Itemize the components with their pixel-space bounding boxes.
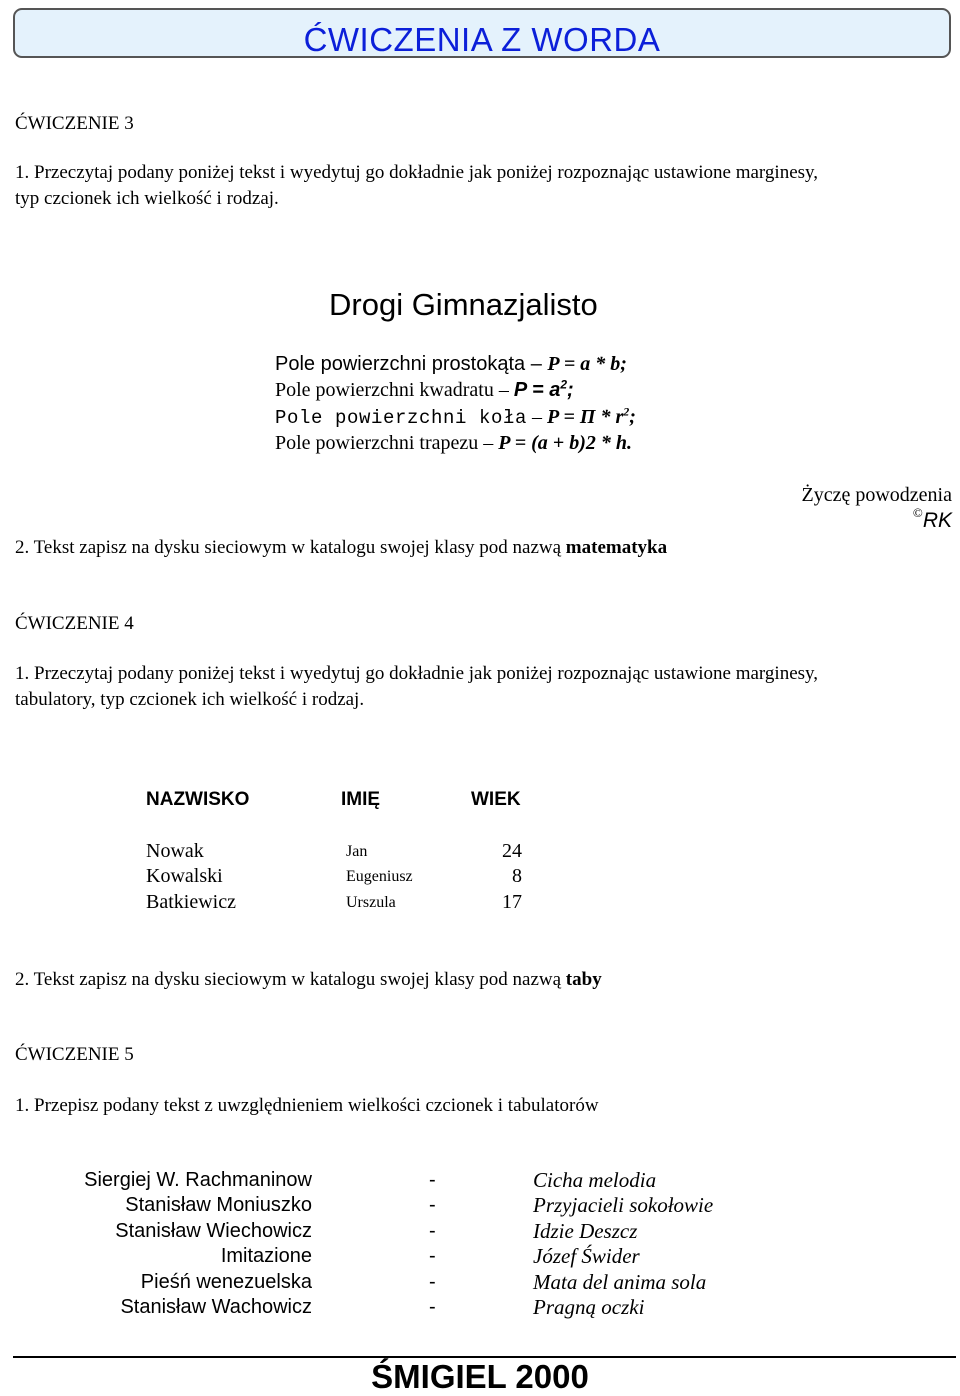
banner-title: ĆWICZENIA Z WORDA [303, 21, 661, 58]
exercise-5-instruction: 1. Przepisz podany tekst z uwzględnieniem wielkości czcionek i tabulatorów [15, 1095, 599, 1116]
save-instruction-text: 2. Tekst zapisz na dysku sieciowym w katalogu swojej klasy pod nazwą [15, 537, 566, 558]
formula-dash: – [478, 432, 499, 454]
formula-base: P = Π * r [547, 406, 624, 428]
exercise-4-instruction-line2: tabulatory, typ czcionek ich wielkość i rodzaj. [15, 689, 365, 710]
footer-title: ŚMIGIEL 2000 [371, 1358, 589, 1395]
formula-exponent: 2 [560, 377, 568, 392]
formula-expression [514, 379, 574, 401]
formula-expression: P = (a + b)2 * h. [498, 432, 632, 454]
table-cell-surname: Nowak [146, 840, 204, 862]
wish-text: Życzę powodzenia [801, 484, 952, 506]
song-dash: - [429, 1245, 436, 1267]
title-banner [13, 8, 951, 58]
exercise-4-heading: ĆWICZENIE 4 [15, 613, 134, 634]
exercise-5-heading: ĆWICZENIE 5 [15, 1044, 134, 1065]
song-title: Cicha melodia [533, 1168, 657, 1192]
song-author: Stanisław Moniuszko [125, 1194, 312, 1216]
save-filename: taby [565, 969, 602, 990]
table-cell-name: Urszula [346, 894, 396, 911]
sample-title: Drogi Gimnazjalisto [329, 287, 598, 322]
formula-dash: – [525, 353, 548, 375]
song-title: Mata del anima sola [533, 1270, 707, 1294]
table-cell-name: Jan [346, 843, 368, 860]
song-dash: - [429, 1271, 436, 1293]
table-cell-name: Eugeniusz [346, 868, 413, 885]
song-dash: - [429, 1296, 436, 1318]
copyright-icon: © [912, 505, 923, 520]
song-author: Imitazione [220, 1245, 312, 1267]
formula-trapezoid [275, 432, 632, 455]
formula-expression: P = a * b; [547, 353, 627, 375]
signature-initials: RK [922, 509, 952, 532]
exercise-3-heading: ĆWICZENIE 3 [15, 113, 134, 134]
formula-label: Pole powierzchni kwadratu [275, 379, 494, 401]
formula-circle [275, 406, 636, 429]
formula-expression [547, 406, 636, 428]
song-author: Stanisław Wiechowicz [115, 1220, 312, 1242]
exercise-3-save-instruction [15, 535, 667, 561]
table-cell-age: 8 [512, 865, 522, 887]
formula-end: ; [629, 406, 636, 428]
exercise-4-save-instruction [15, 967, 602, 993]
song-dash: - [429, 1194, 436, 1216]
table-cell-age: 17 [502, 891, 522, 913]
song-author: Pieśń wenezuelska [140, 1271, 312, 1293]
table-cell-surname: Kowalski [146, 865, 223, 887]
formula-end: ; [567, 379, 574, 401]
formula-label: Pole powierzchni trapezu [275, 432, 479, 454]
formula-dash: – [493, 379, 514, 401]
formula-square [275, 379, 574, 402]
exercise-3-instruction-line2: typ czcionek ich wielkość i rodzaj. [15, 188, 279, 209]
formula-label: Pole powierzchni prostokąta [275, 353, 526, 375]
formula-base: P = a [513, 379, 561, 401]
table-header-name: IMIĘ [341, 789, 381, 810]
table-cell-age: 24 [502, 840, 522, 862]
table-header-age: WIEK [471, 789, 521, 810]
song-dash: - [429, 1220, 436, 1242]
song-author: Siergiej W. Rachmaninow [84, 1169, 312, 1191]
signature [912, 505, 952, 533]
formula-dash: – [527, 406, 548, 428]
formula-exponent: 2 [623, 404, 630, 419]
table-cell-surname: Batkiewicz [146, 891, 236, 913]
song-title: Idzie Deszcz [533, 1219, 638, 1243]
formula-label: Pole powierzchni koła [275, 407, 528, 429]
save-instruction-text: 2. Tekst zapisz na dysku sieciowym w katalogu swojej klasy pod nazwą [15, 969, 566, 990]
table-header-surname: NAZWISKO [146, 789, 250, 810]
save-filename: matematyka [565, 537, 668, 558]
exercise-4-instruction-line1: 1. Przeczytaj podany poniżej tekst i wyedytuj go dokładnie jak poniżej rozpoznając ustawione marginesy, [15, 663, 819, 684]
song-title: Pragną oczki [533, 1295, 645, 1319]
song-title: Przyjacieli sokołowie [533, 1193, 714, 1217]
song-author: Stanisław Wachowicz [120, 1296, 312, 1318]
song-title: Józef Świder [533, 1244, 640, 1268]
exercise-3-instruction-line1: 1. Przeczytaj podany poniżej tekst i wyedytuj go dokładnie jak poniżej rozpoznając ustawione marginesy, [15, 162, 819, 183]
song-dash: - [429, 1169, 436, 1191]
formula-rectangle [275, 353, 627, 376]
